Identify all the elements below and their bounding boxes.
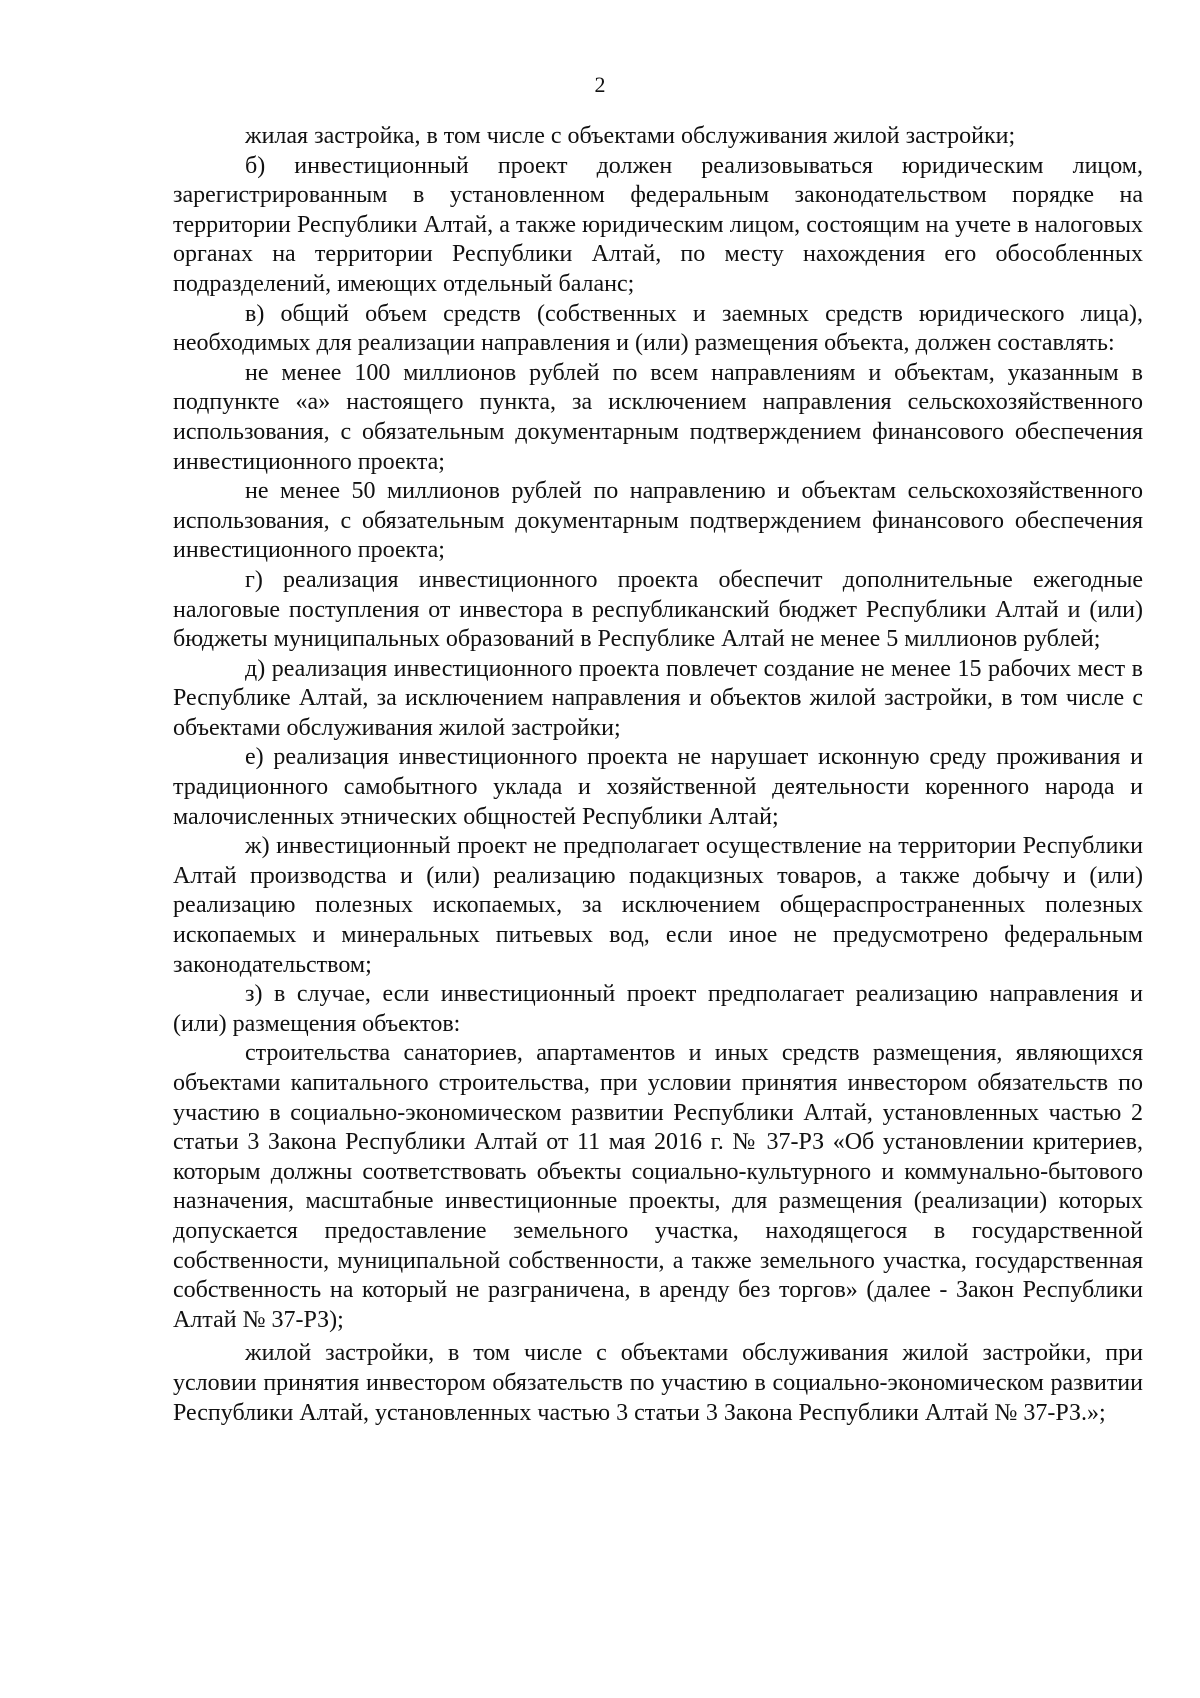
paragraph-v: в) общий объем средств (собственных и заемных средств юридического лица), необходимых для реализации направления и (или) размещения объекта, должен составлять: xyxy=(173,300,1143,357)
page-number: 2 xyxy=(594,72,606,97)
paragraph-z-sanatoriums: строительства санаториев, апартаментов и иных средств размещения, являющихся объектами капитального строительства, при условии принятия инвестором обязательств по участию в социально-экономическом развитии Республики Алтай, установленных частью 2 статьи 3 Закона Республики Алтай от 11 мая 2016 г. № 37-РЗ «Об установлении критериев, которым должны соответствовать объекты социально-культурного и коммунально-бытового назначения, масштабные инвестиционные проекты, для размещения (реализации) которых допускается предоставление земельного участка, находящегося в государственной собственности, муниципальной собственности, а также земельного участка, государственная собственность на который не разграничена, в аренду без торгов» (далее - Закон Республики Алтай № 37-РЗ); xyxy=(173,1040,1143,1333)
paragraph-v-50-million: не менее 50 миллионов рублей по направлению и объектам сельскохозяйственного использования, с обязательным документарным подтверждением финансового обеспечения инвестиционного проекта; xyxy=(173,478,1143,564)
paragraph-continuation: жилая застройка, в том числе с объектами обслуживания жилой застройки; xyxy=(245,123,1016,149)
paragraph-e: е) реализация инвестиционного проекта не нарушает исконную среду проживания и традиционного самобытного уклада и хозяйственной деятельности коренного народа и малочисленных этнических общностей Республики Алтай; xyxy=(173,744,1143,830)
paragraph-d: д) реализация инвестиционного проекта повлечет создание не менее 15 рабочих мест в Республике Алтай, за исключением направления и объектов жилой застройки, в том числе с объектами обслуживания жилой застройки; xyxy=(173,655,1143,741)
paragraph-b: б) инвестиционный проект должен реализовываться юридическим лицом, зарегистрированным в установленном федеральным законодательством порядке на территории Республики Алтай, а также юридическим лицом, состоящим на учете в налоговых органах на территории Республики Алтай, по месту нахождения его обособленных подразделений, имеющих отдельный баланс; xyxy=(173,152,1143,297)
document-body xyxy=(173,122,1143,1428)
paragraph-zh: ж) инвестиционный проект не предполагает осуществление на территории Республики Алтай производства и (или) реализацию подакцизных товаров, а также добычу и (или) реализацию полезных ископаемых, за исключением общераспространенных полезных ископаемых и минеральных питьевых вод, если иное не предусмотрено федеральным законодательством; xyxy=(173,833,1143,978)
paragraph-g: г) реализация инвестиционного проекта обеспечит дополнительные ежегодные налоговые поступления от инвестора в республиканский бюджет Республики Алтай и (или) бюджеты муниципальных образований в Республике Алтай не менее 5 миллионов рублей; xyxy=(173,566,1143,653)
paragraph-z: з) в случае, если инвестиционный проект предполагает реализацию направления и (или) размещения объектов: xyxy=(173,981,1143,1037)
paragraph-z-residential: жилой застройки, в том числе с объектами обслуживания жилой застройки, при условии принятия инвестором обязательств по участию в социально-экономическом развитии Республики Алтай, установленных частью 3 статьи 3 Закона Республики Алтай № 37-РЗ.»; xyxy=(173,1340,1143,1426)
paragraph-v-100-million: не менее 100 миллионов рублей по всем направлениям и объектам, указанным в подпункте «а» настоящего пункта, за исключением направления сельскохозяйственного использования, с обязательным документарным подтверждением финансового обеспечения инвестиционного проекта; xyxy=(173,359,1143,475)
